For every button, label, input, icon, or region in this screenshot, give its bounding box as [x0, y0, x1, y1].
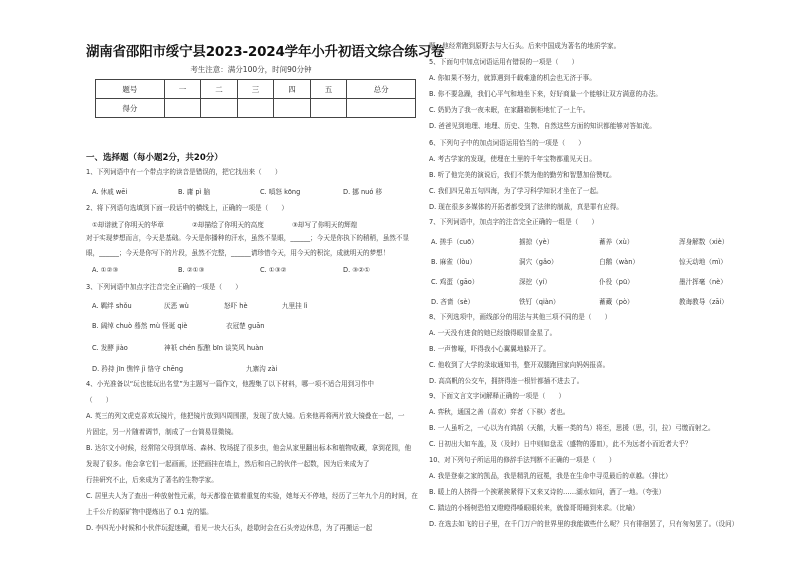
option-d-word: 教诲教导（zāi）: [679, 298, 728, 306]
option-a-word: 掳掠（yè）: [519, 238, 554, 246]
option-d[interactable]: D. 高高帆的公交车，拥挤得连一根针都插不进去了。: [429, 377, 584, 385]
exam-note: 考生注意：满分100分，时间90分钟: [190, 65, 312, 74]
option-b[interactable]: B. 达尔文小时候，经常陪父母到草场、森林、牧场捉了很多虫，他会从家里翻出标本和植物收藏，拿到花园，他: [86, 444, 412, 452]
option-a[interactable]: A. 搓手（cuō）: [431, 238, 478, 246]
question-3: 3、下列词语中加点字注音完全正确的一项是（ ）: [86, 283, 242, 291]
option-d[interactable]: D. 在选去如飞的日子里，在千门万户的世界里的我能做些什么呢？只有徘徊罢了，只有匆匆罢了。（设问）: [429, 520, 739, 528]
option-c[interactable]: C. 发酵 jiào: [92, 344, 128, 352]
option-a-cont: 片固定，另一片随着调节，制成了一台简易显微镜。: [86, 428, 238, 436]
question-4: 4、小光准备以“玩也能玩出名堂”为主题写一篇作文，他搜集了以下材料，哪一项不适合用到习作中: [86, 380, 374, 388]
option-a[interactable]: A. 一天没有进食的她已经饿得眼冒金星了。: [429, 329, 557, 337]
option-a[interactable]: A. ①②③: [92, 266, 119, 274]
option-c[interactable]: C. 日初出大如车盖，及（及时）日中则如盘盂（盛物的器皿），此不为远者小而近者大乎？: [429, 440, 692, 448]
option-a[interactable]: A. 休戚 wēi: [92, 188, 128, 196]
score-input-cell[interactable]: [347, 99, 416, 118]
option-c[interactable]: C. 我们四兄弟五句四海，为了学习科学知识才坐在了一起。: [429, 187, 603, 195]
option-d[interactable]: D. 李四光小时候和小伙伴玩捉迷藏，看见一块大石头，趁歇时会在石头旁边休息，为了再搬运一起: [86, 524, 373, 532]
page-title: 湖南省邵阳市绥宁县2023-2024学年小升初语文综合练习卷: [86, 44, 445, 60]
option-d[interactable]: D. ③②①: [343, 266, 371, 274]
option-c-word: 墨汁挥毫（nè）: [679, 278, 727, 286]
option-d[interactable]: D. 吝啬（sè）: [431, 298, 475, 306]
question-5: 5、下面句中加点词语运用有错误的一项是（ ）: [429, 58, 579, 66]
score-table-score-row: [96, 99, 416, 118]
option-c[interactable]: C. 鸡蛋（gāo）: [431, 278, 479, 286]
option-a[interactable]: A. 英三的列文虎克喜欢玩镜片，他把镜片放到四周围摆，发现了放大镜。后来他再将两片放大镜叠在一起，一: [86, 412, 405, 420]
option-d-word: 九寨沟 zài: [246, 365, 278, 373]
option-b[interactable]: B. 一声惨嚎，吓得我小心翼翼地躲开了。: [429, 345, 550, 353]
statement-3: ③却写了你明天的辉煌: [292, 221, 358, 229]
question-2: 2、将下列语句选填到下面一段话中的横线上，正确的一项是（ ）: [86, 204, 289, 212]
option-a-word: 浑身解数（xiè）: [679, 238, 729, 246]
option-d[interactable]: D. 矜持 jīn 憔悴 jì 恪守 chēng: [92, 365, 184, 373]
score-input-cell[interactable]: [201, 99, 238, 118]
score-cell: 四: [274, 80, 311, 99]
option-b[interactable]: B. 听了他完美的演说后，我们不禁为他的勤劳和智慧加倍赞叹。: [429, 171, 616, 179]
statement-1: ①却谱就了你明天的华章: [92, 221, 164, 229]
option-b-cont: 行挂研究不止，后来成为了著名的生物学家。: [86, 476, 218, 484]
option-d-word: 铁钉（qiàn）: [519, 298, 560, 306]
option-d-cont: 题，他经常跑到原野去与大石头。后来中国成为著名的地质学家。: [429, 42, 621, 50]
score-table: [95, 79, 416, 118]
score-cell: 三: [237, 80, 274, 99]
statement-2: ②却描绘了你明天的高度: [192, 221, 264, 229]
option-b-word: 洞穴（gǎo）: [519, 258, 558, 266]
option-a-word: 怒吓 hè: [224, 302, 248, 310]
option-b[interactable]: B. 一人虽听之，一心以为有鸿鹄（天鹅，大雁一类的鸟）将至，思援（思，引，拉）弓缴而射之。: [429, 424, 715, 432]
option-a[interactable]: A. 考古学家的发现，使埋在土里的千年宝物都重见天日。: [429, 155, 596, 163]
score-input-cell[interactable]: [274, 99, 311, 118]
score-cell: 总分: [347, 80, 416, 99]
option-d[interactable]: D. 挪 nuó 移: [343, 188, 383, 196]
option-c-word: 深挖（yí）: [519, 278, 552, 286]
option-b[interactable]: B. 你不要急躁，我们心平气和地坐下来，好好商量一个能够让双方满意的办法。: [429, 90, 662, 98]
question-8: 8、下列选项中，画线部分的用法与其他三项不同的是（ ）: [429, 313, 612, 321]
option-a[interactable]: A. 弈秋，通国之善（喜欢）弈者（下棋）者也。: [429, 408, 570, 416]
score-cell: 五: [310, 80, 347, 99]
score-cell: 题号: [96, 80, 165, 99]
question-9: 9、下面文言文字词解释正确的一项是（ ）: [429, 392, 566, 400]
option-a-word: 厌恶 wù: [164, 302, 189, 310]
option-b-cont: 发现了很多。他会拿它们一起画画，还把画挂在墙上，然后和自己的伙伴一起数，因为后来成为了: [86, 460, 370, 468]
option-b-word: 衣冠楚 guān: [226, 322, 265, 330]
score-cell: 得分: [96, 99, 165, 118]
option-c[interactable]: C. 他收到了大学的录取通知书，整开双腿跑回家向妈妈报喜。: [429, 361, 610, 369]
option-b-word: 惊天动地（mì）: [679, 258, 727, 266]
question-6: 6、下列句子中的加点词语运用恰当的一项是（ ）: [429, 139, 585, 147]
score-table-header-row: [96, 80, 416, 99]
score-input-cell[interactable]: [164, 99, 201, 118]
question-4-bracket: （ ）: [86, 396, 113, 404]
score-cell: 二: [201, 80, 238, 99]
option-a[interactable]: A. 我是登泰之家的凯品，我是精乳的冠冕，我是在生命中寻觅最后的卓越。（排比）: [429, 472, 672, 480]
option-d-word: 蓄藏（pò）: [599, 298, 634, 306]
option-c[interactable]: C. 奶奶为了我一夜未眠，在家翻箱倒柜地忙了一上午。: [429, 106, 590, 114]
option-c[interactable]: C. 居里夫人为了查出一种放射性元素，每天都像在做着重复的实验，她每天不停地，经历了三年九个月的时间，在: [86, 492, 418, 500]
option-a-word: 九里挂 lì: [282, 302, 308, 310]
option-b[interactable]: B. ②①③: [178, 266, 205, 274]
question-7: 7、下列词语中，加点字的注音完全正确的一组是（ ）: [429, 218, 599, 226]
score-cell: 一: [164, 80, 201, 99]
passage-line: 对于实现梦想而言，今天是基础。今天是你播种的汗水，虽然不显眼，______；今天是你执下的稍稍，虽然不显: [86, 234, 410, 242]
passage-line: 眼，______；今天是你写下的片段，虽然不完整，______请珍惜今天，用今天的积淀，成就明天的梦想！: [86, 249, 390, 257]
question-1: 1、下列词语中有一个带点字的读音是错误的，把它找出来（ ）: [86, 168, 282, 176]
option-c-cont: 上千公斤的原矿物中提炼出了 0.1 克的镭。: [86, 508, 213, 516]
option-d[interactable]: D. 爸爸见到地理、地理、历史、生物、自然这些方面的知识都能够对答如流。: [429, 122, 656, 130]
score-input-cell[interactable]: [237, 99, 274, 118]
option-d[interactable]: D. 现在很多多媒体的开拓者都受到了法律的制裁，真是罪有应得。: [429, 203, 623, 211]
option-a[interactable]: A. 你如果不努力，就算遇到千载难逢的机会也无济于事。: [429, 74, 596, 82]
option-c[interactable]: C. ①③②: [260, 266, 287, 274]
option-b[interactable]: B. 阔绰 chuò 蓦然 mù 怪诞 qiè: [92, 322, 188, 330]
option-a-word: 蓄养（xù）: [599, 238, 634, 246]
score-input-cell[interactable]: [310, 99, 347, 118]
option-c[interactable]: C. 踏边的小杨树恐怕又瞪瞪得嗓眼眼转来，就像哥哥睡到来求。（比喻）: [429, 504, 639, 512]
option-c[interactable]: C. 嗔怒 kōng: [260, 188, 301, 196]
option-b[interactable]: B. 暖上的人挤得一个挨紧挨紧得下又来又诗的……湖水如问，酒了一地。（夸张）: [429, 488, 666, 496]
option-b[interactable]: B. 麻雀（lòu）: [431, 258, 477, 266]
section-heading: 一、选择题（每小题2分，共20分）: [86, 153, 223, 163]
option-c-word: 神祇 chén 酝酿 bīn 谈笑风 huàn: [164, 344, 264, 352]
option-c-word: 仆役（pū）: [599, 278, 634, 286]
option-b[interactable]: B. 庸 pì 脑: [178, 188, 211, 196]
option-a[interactable]: A. 羁绊 shǒu: [92, 302, 132, 310]
question-10: 10、对下列句子所运用的修辞手法判断不正确的一项是（ ）: [429, 456, 616, 464]
option-b-word: 白鹅（wàn）: [599, 258, 639, 266]
